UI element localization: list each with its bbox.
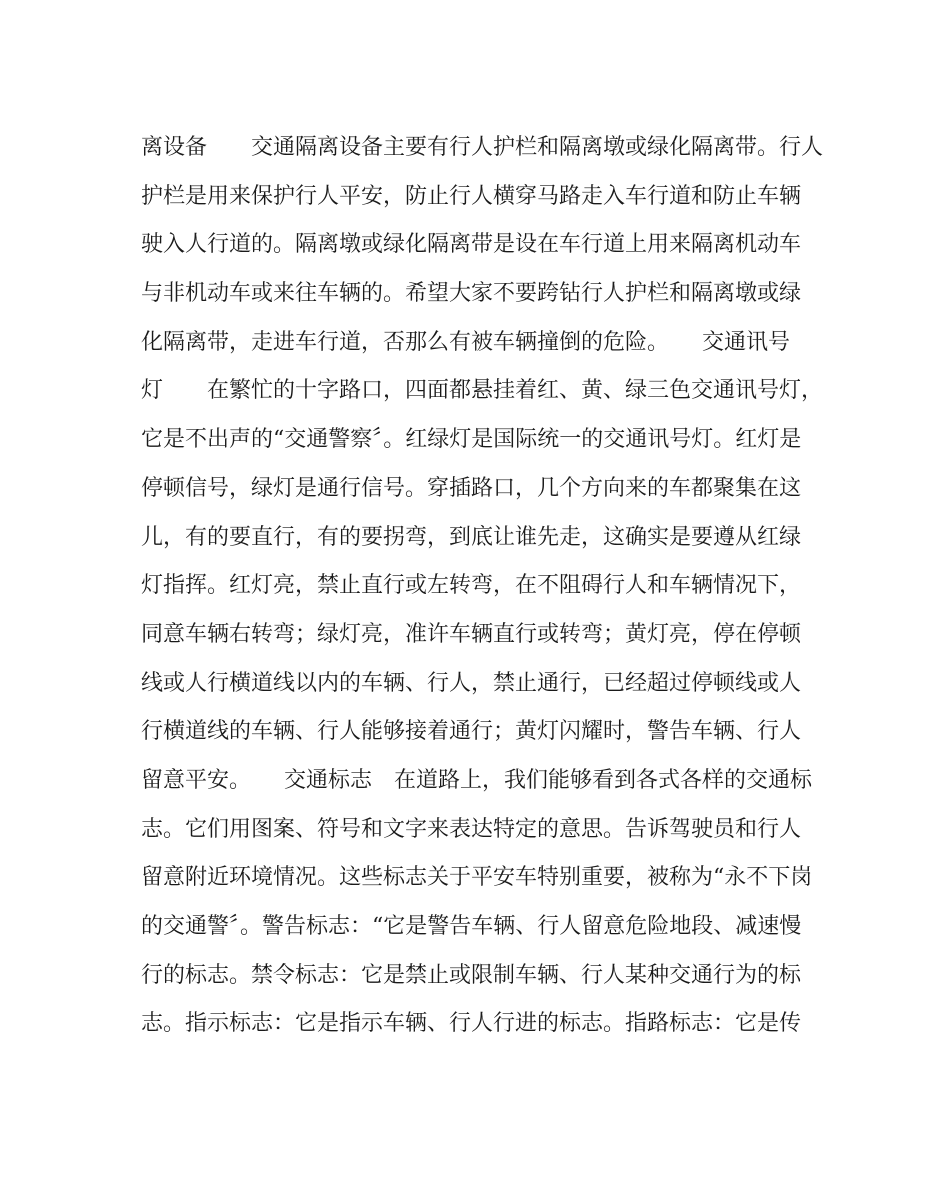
text-line: 它是不出声的“交通警察〞。红绿灯是国际统一的交通讯号灯。红灯是 [141,427,802,453]
text-line: 志。它们用图案、符号和文字来表达特定的意思。告诉驾驶员和行人 [141,816,802,842]
text-line: 行横道线的车辆、行人能够接着通行；黄灯闪耀时，警告车辆、行人 [141,719,802,745]
text-line: 同意车辆右转弯；绿灯亮，准许车辆直行或转弯；黄灯亮，停在停顿 [141,621,802,647]
text-line: 行的标志。禁令标志：它是禁止或限制车辆、行人某种交通行为的标 [141,962,802,988]
text-line: 的交通警〞。警告标志：“它是警告车辆、行人留意危险地段、减速慢 [141,914,802,939]
text-line: 灯指挥。红灯亮，禁止直行或左转弯，在不阻碍行人和车辆情况下， [141,573,802,599]
text-line: 志。指示标志：它是指示车辆、行人行进的标志。指路标志：它是传 [141,1011,802,1037]
text-line: 驶入人行道的。隔离墩或绿化隔离带是设在车行道上用来隔离机动车 [141,232,802,258]
text-line: 线或人行横道线以内的车辆、行人，禁止通行，已经超过停顿线或人 [141,670,802,696]
text-line: 灯 在繁忙的十字路口，四面都悬挂着红、黄、绿三色交通讯号灯， [141,378,824,404]
text-line: 停顿信号，绿灯是通行信号。穿插路口，几个方向来的车都聚集在这 [141,475,802,501]
text-line: 留意平安。 交通标志 在道路上，我们能够看到各式各样的交通标 [141,767,813,793]
text-line: 留意附近环境情况。这些标志关于平安车特别重要，被称为“永不下岗 [141,865,813,891]
text-line: 儿，有的要直行，有的要拐弯，到底让谁先走，这确实是要遵从红绿 [141,524,802,550]
body-text [141,124,824,1049]
text-line: 离设备 交通隔离设备主要有行人护栏和隔离墩或绿化隔离带。行人 [141,135,824,160]
text-line: 护栏是用来保护行人平安，防止行人横穿马路走入车行道和防止车辆 [141,183,802,209]
text-line: 与非机动车或来往车辆的。希望大家不要跨钻行人护栏和隔离墩或绿 [141,281,802,307]
text-line: 化隔离带，走进车行道，否那么有被车辆撞倒的危险。 交通讯号 [141,329,791,355]
